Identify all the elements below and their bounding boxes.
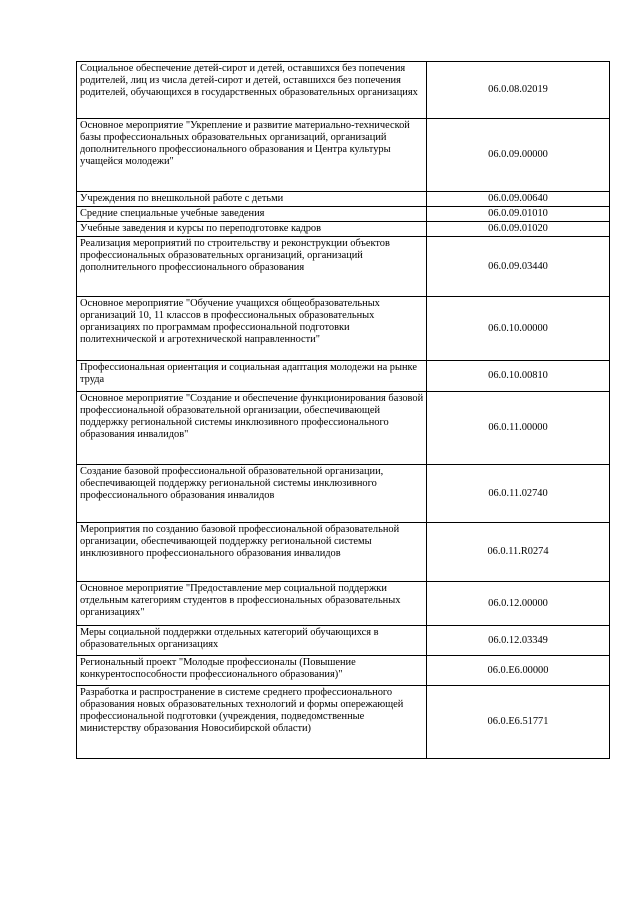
- table-row: [77, 361, 610, 392]
- row-code: 06.0.08.02019: [427, 62, 610, 119]
- row-name: Средние специальные учебные заведения: [77, 207, 427, 222]
- budget-classification-table: [76, 61, 610, 759]
- row-code: 06.0.11.00000: [427, 392, 610, 465]
- table-row: [77, 523, 610, 582]
- row-name: Основное мероприятие "Укрепление и развитие материально-технической базы профессиональных образовательных организаций, организаций дополнительного профессионального образования и Центра культуры учащейся молодежи": [77, 119, 427, 192]
- row-code: 06.0.12.03349: [427, 626, 610, 656]
- row-name: Основное мероприятие "Обучение учащихся общеобразовательных организаций 10, 11 классов в профессиональных образовательных организациях по программам профессиональной подготовки политехнической и агротехнической направленности": [77, 297, 427, 361]
- row-code: 06.0.09.00640: [427, 192, 610, 207]
- table-row: [77, 297, 610, 361]
- row-name: Меры социальной поддержки отдельных категорий обучающихся в образовательных организациях: [77, 626, 427, 656]
- row-name: Социальное обеспечение детей-сирот и детей, оставшихся без попечения родителей, лиц из числа детей-сирот и детей, оставшихся без попечения родителей, обучающихся в государственных образовательных организациях: [77, 62, 427, 119]
- row-code: 06.0.E6.51771: [427, 686, 610, 759]
- row-code: 06.0.09.00000: [427, 119, 610, 192]
- row-name: Основное мероприятие "Создание и обеспечение функционирования базовой профессиональной образовательной организации, обеспечивающей поддержку региональной системы инклюзивного профессионального образования инвалидов": [77, 392, 427, 465]
- row-code: 06.0.09.01020: [427, 222, 610, 237]
- table-row: [77, 656, 610, 686]
- table-row: [77, 222, 610, 237]
- table-row: [77, 626, 610, 656]
- row-name: Учреждения по внешкольной работе с детьми: [77, 192, 427, 207]
- row-name: Реализация мероприятий по строительству и реконструкции объектов профессиональных образовательных организаций, организаций дополнительного профессионального образования: [77, 237, 427, 297]
- table-row: [77, 465, 610, 523]
- row-code: 06.0.11.02740: [427, 465, 610, 523]
- table-row: [77, 62, 610, 119]
- table-row: [77, 392, 610, 465]
- table-row: [77, 686, 610, 759]
- row-code: 06.0.09.01010: [427, 207, 610, 222]
- row-name: Профессиональная ориентация и социальная адаптация молодежи на рынке труда: [77, 361, 427, 392]
- table-row: [77, 207, 610, 222]
- row-code: 06.0.E6.00000: [427, 656, 610, 686]
- row-name: Создание базовой профессиональной образовательной организации, обеспечивающей поддержку региональной системы инклюзивного профессионального образования инвалидов: [77, 465, 427, 523]
- row-name: Мероприятия по созданию базовой профессиональной образовательной организации, обеспечивающей поддержку региональной системы инклюзивного профессионального образования инвалидов: [77, 523, 427, 582]
- row-name: Учебные заведения и курсы по переподготовке кадров: [77, 222, 427, 237]
- row-code: 06.0.11.R0274: [427, 523, 610, 582]
- row-code: 06.0.10.00000: [427, 297, 610, 361]
- row-code: 06.0.12.00000: [427, 582, 610, 626]
- row-name: Основное мероприятие "Предоставление мер социальной поддержки отдельным категориям студентов в профессиональных образовательных организациях": [77, 582, 427, 626]
- row-code: 06.0.10.00810: [427, 361, 610, 392]
- table-row: [77, 192, 610, 207]
- table-row: [77, 119, 610, 192]
- row-code: 06.0.09.03440: [427, 237, 610, 297]
- table-row: [77, 237, 610, 297]
- table-row: [77, 582, 610, 626]
- row-name: Региональный проект "Молодые профессионалы (Повышение конкурентоспособности профессионального образования)": [77, 656, 427, 686]
- row-name: Разработка и распространение в системе среднего профессионального образования новых образовательных технологий и формы опережающей профессиональной подготовки (учреждения, подведомственные министерству образования Новосибирской области): [77, 686, 427, 759]
